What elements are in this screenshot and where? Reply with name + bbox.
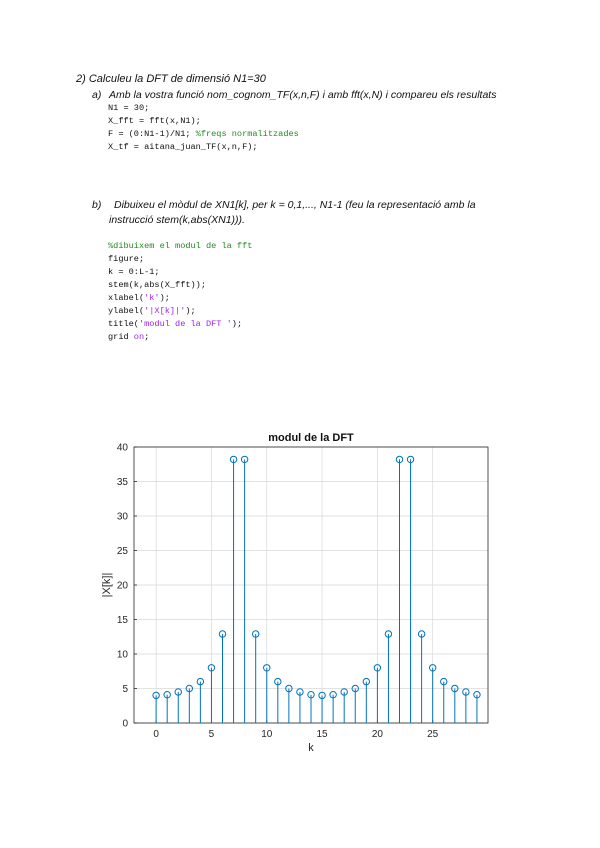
- part-b-label: b): [92, 199, 102, 211]
- y-axis-label: |X[k]|: [101, 572, 113, 598]
- x-tick-label: 15: [316, 729, 328, 740]
- code-line: %dibuixem el modul de la fft: [108, 241, 253, 251]
- code-line: k = 0:L-1;: [108, 267, 160, 277]
- part-b-text-line2: instrucció stem(k,abs(XN1))).: [109, 214, 245, 226]
- x-tick-label: 0: [153, 729, 159, 740]
- x-tick-label: 20: [371, 729, 383, 740]
- y-tick-label: 10: [116, 649, 128, 661]
- x-axis-label: k: [308, 742, 314, 754]
- x-tick-label: 5: [208, 729, 215, 740]
- y-tick-label: 15: [116, 615, 128, 626]
- part-a-label: a): [92, 89, 102, 101]
- y-tick-label: 5: [122, 684, 128, 695]
- code-line: X_tf = aitana_juan_TF(x,n,F);: [108, 142, 258, 152]
- code-line: X_fft = fft(x,N1);: [108, 116, 201, 126]
- code-line: ylabel('|X[k]|');: [108, 306, 196, 316]
- code-line: N1 = 30;: [108, 103, 150, 113]
- y-tick-label: 0: [122, 718, 128, 730]
- part-a-text: Amb la vostra funció nom_cognom_TF(x,n,F) i amb fft(x,N) i compareu els resultats: [109, 89, 497, 101]
- code-line: figure;: [108, 254, 145, 264]
- y-tick-label: 30: [116, 511, 128, 523]
- part-b-text-line1: Dibuixeu el mòdul de XN1[k], per k = 0,1,..., N1-1 (feu la representació amb la: [114, 199, 476, 211]
- y-tick-label: 35: [116, 477, 128, 488]
- section-heading: 2) Calculeu la DFT de dimensió N1=30: [76, 73, 266, 85]
- y-tick-label: 40: [116, 442, 128, 454]
- code-block-b: [108, 240, 252, 344]
- dft-stem-chart: [100, 425, 500, 760]
- code-block-a: [108, 102, 299, 154]
- code-line: F = (0:N1-1)/N1; %freqs normalitzades: [108, 129, 299, 139]
- chart-title: modul de la DFT: [268, 432, 354, 444]
- x-tick-label: 10: [261, 729, 273, 740]
- code-line: xlabel('k');: [108, 293, 170, 303]
- code-line: stem(k,abs(X_fft));: [108, 280, 206, 290]
- code-line: grid on;: [108, 332, 150, 342]
- y-tick-label: 20: [116, 580, 128, 592]
- y-tick-label: 25: [116, 546, 128, 557]
- code-line: title('modul de la DFT ');: [108, 319, 243, 329]
- x-tick-label: 25: [427, 729, 439, 740]
